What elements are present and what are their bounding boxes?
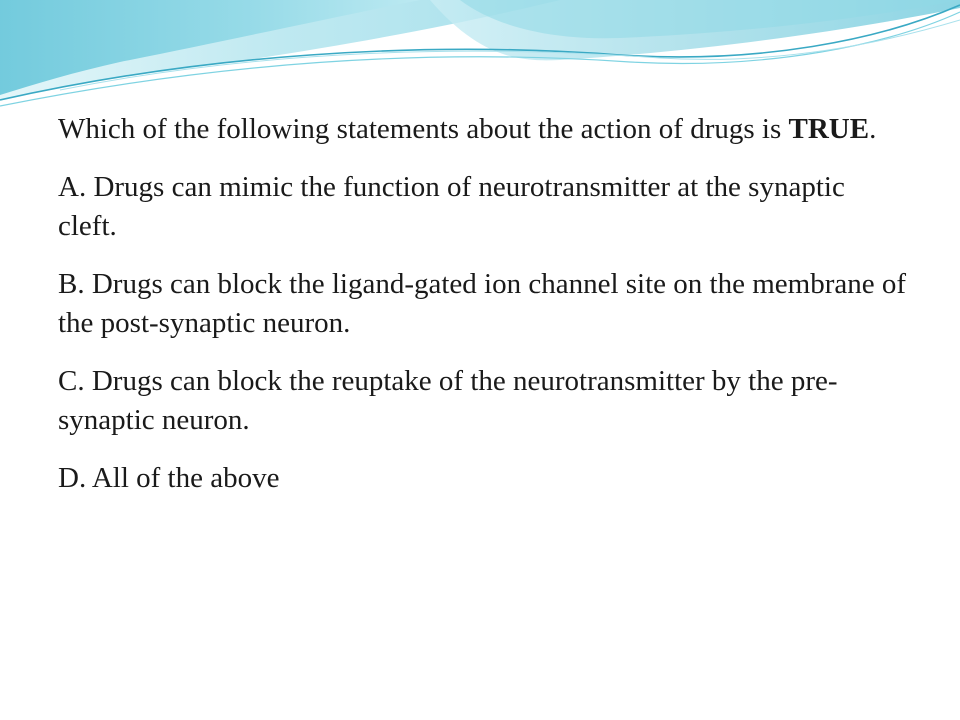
option-a: A. Drugs can mimic the function of neurotransmitter at the synaptic cleft.: [58, 171, 845, 242]
option-c: C. Drugs can block the reuptake of the neurotransmitter by the pre-synaptic neuron.: [58, 365, 838, 436]
option-b: B. Drugs can block the ligand-gated ion channel site on the membrane of the post-synaptic neuron.: [58, 268, 906, 339]
question-content: [58, 110, 908, 517]
question-lead: Which of the following statements about the action of drugs is: [58, 113, 789, 145]
decorative-wave-header: [0, 0, 960, 110]
question-text: [58, 110, 908, 149]
option-d: D. All of the above: [58, 462, 280, 494]
question-emphasis: TRUE: [788, 113, 870, 145]
question-trail: .: [869, 113, 877, 145]
